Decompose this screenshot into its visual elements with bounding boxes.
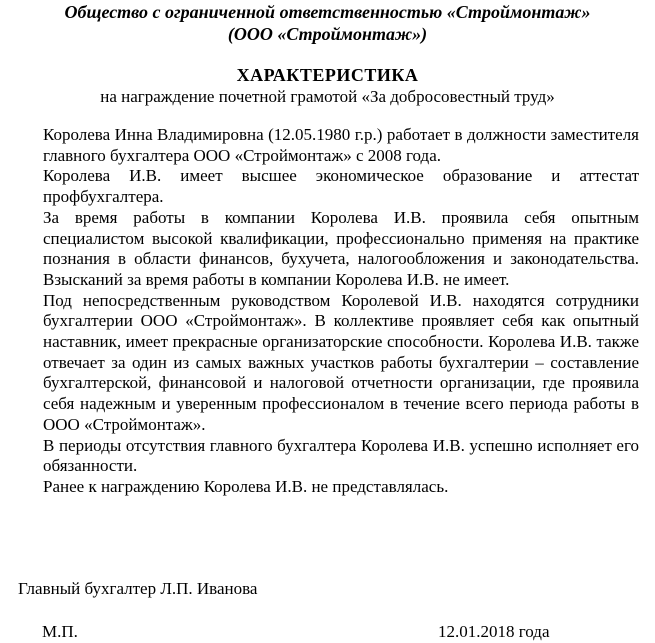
document-subtitle: на награждение почетной грамотой «За добросовестный труд» bbox=[100, 87, 555, 106]
paragraph-education: Королева И.В. имеет высшее экономическое образование и аттестат профбухгалтера. bbox=[43, 166, 639, 207]
paragraph-employee-position: Королева Инна Владимировна (12.05.1980 г.р.) работает в должности заместителя главного бухгалтера ООО «Строймонтаж» с 2008 года. bbox=[43, 125, 639, 165]
paragraph-duties: В периоды отсутствия главного бухгалтера Королева И.В. успешно исполняет его обязанности. bbox=[43, 435, 639, 476]
organization-name: Общество с ограниченной ответственностью «Строймонтаж» bbox=[64, 2, 591, 22]
paragraph-previous-awards: Ранее к награждению Королева И.В. не представлялась. bbox=[43, 476, 449, 496]
document-body bbox=[43, 125, 639, 498]
paragraph-management: Под непосредственным руководством Королевой И.В. находятся сотрудники бухгалтерии ООО «Строймонтаж». В коллективе проявляет себя как опытный наставник, имеет прекрасные организаторские способности. Королева И.В. также отвечает за один из самых важных участков работы бухгалтерии – составление бухгалтерской, финансовой и налоговой отчетности организации, где проявила себя надежным и уверенным профессионалом в течение всего периода работы в ООО «Строймонтаж». bbox=[43, 290, 639, 434]
document-title: ХАРАКТЕРИСТИКА bbox=[236, 65, 419, 85]
document-date: 12.01.2018 года bbox=[438, 622, 550, 641]
signature-line: Главный бухгалтер Л.П. Иванова bbox=[18, 579, 258, 598]
stamp-placeholder: М.П. bbox=[42, 622, 78, 641]
organization-short-name: (ООО «Строймонтаж») bbox=[227, 24, 428, 44]
paragraph-qualification: За время работы в компании Королева И.В. проявила себя опытным специалистом высокой квалификации, профессионально применяя на практике познания в области финансов, бухучета, налогообложения и законодательства. Взысканий за время работы в компании Королева И.В. не имеет. bbox=[43, 207, 639, 289]
